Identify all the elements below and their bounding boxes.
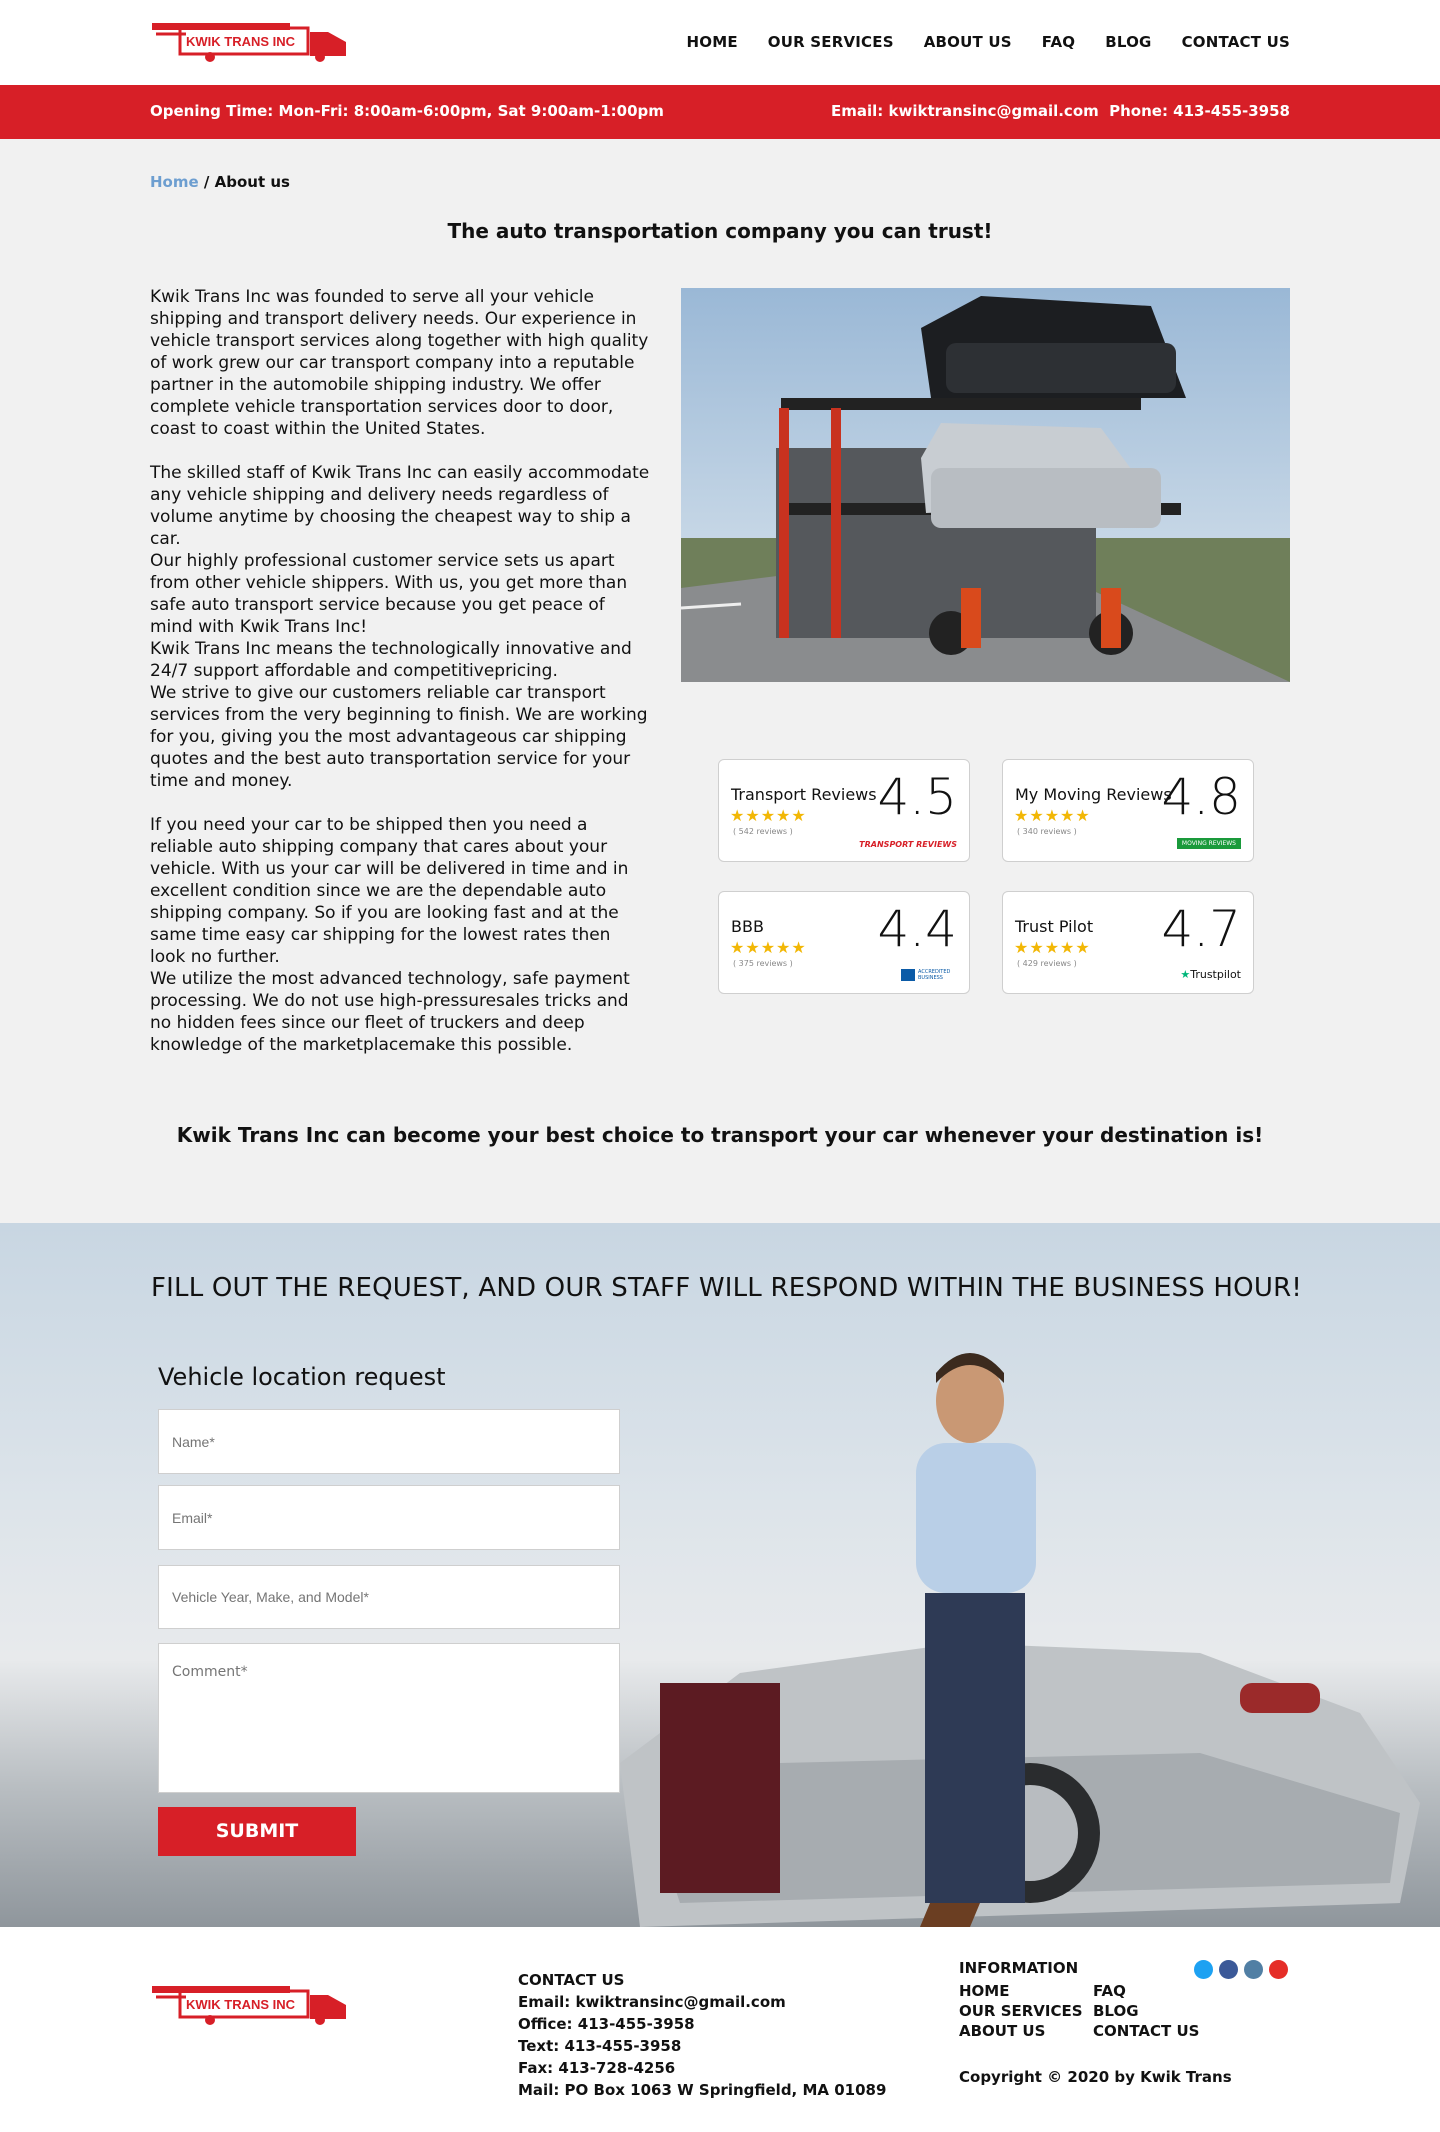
footer-contact-heading: CONTACT US <box>518 1971 625 1989</box>
vehicle-input[interactable] <box>158 1565 620 1629</box>
transport-reviews-logo-icon: TRANSPORT REVIEWS <box>859 840 957 849</box>
about-paragraph: We strive to give our customers reliable car transport services from the very beginning to finish. We are working for you, giving you the most advantageous car shipping quotes and the best auto transportation service for your time and money. <box>150 683 648 791</box>
nav-blog[interactable]: BLOG <box>1105 33 1152 51</box>
review-card[interactable] <box>1002 891 1254 994</box>
logo[interactable] <box>150 20 352 64</box>
man-with-convertible-image <box>600 1343 1440 1927</box>
name-input[interactable] <box>158 1409 620 1474</box>
about-paragraph: Kwik Trans Inc was founded to serve all your vehicle shipping and transport delivery needs. Our experience in vehicle transport services along together with high quality of work grew our car transport company into a reputable partner in the automobile shipping industry. We offer complete vehicle transportation services door to door, coast to coast within the United States. <box>150 287 649 439</box>
form-title: Vehicle location request <box>158 1363 446 1391</box>
review-card[interactable] <box>718 891 970 994</box>
site-footer <box>0 1927 1440 2132</box>
car-carrier-image <box>681 288 1290 682</box>
nav-our-services[interactable]: OUR SERVICES <box>767 33 894 51</box>
footer-office-phone[interactable]: Office: 413-455-3958 <box>518 2015 695 2033</box>
footer-mail: Mail: PO Box 1063 W Springfield, MA 01089 <box>518 2081 887 2099</box>
facebook-icon[interactable] <box>1219 1960 1238 1979</box>
topbar-email[interactable]: Email: kwiktransinc@gmail.com <box>831 102 1099 120</box>
site-header <box>0 0 1440 85</box>
opening-hours: Opening Time: Mon-Fri: 8:00am-6:00pm, Sat 9:00am-1:00pm <box>150 102 664 120</box>
request-form-section <box>0 1223 1440 1927</box>
footer-email[interactable]: Email: kwiktransinc@gmail.com <box>518 1993 786 2011</box>
footer-link-blog[interactable]: BLOG <box>1093 2002 1139 2020</box>
footer-logo[interactable] <box>150 1983 352 2027</box>
footer-logo-text: KWIK TRANS INC <box>186 1997 296 2012</box>
my-moving-reviews-logo-icon: MOVING REVIEWS <box>1177 838 1241 849</box>
footer-link-home[interactable]: HOME <box>959 1982 1010 2000</box>
closing-statement: Kwik Trans Inc can become your best choice to transport your car whenever your destination is! <box>176 1123 1264 1147</box>
about-paragraph: The skilled staff of Kwik Trans Inc can easily accommodate any vehicle shipping and delivery needs regardless of volume anytime by choosing the cheapest way to ship a car. <box>150 463 650 549</box>
footer-text-phone[interactable]: Text: 413-455-3958 <box>518 2037 682 2055</box>
footer-contact <box>518 1969 886 2101</box>
review-score: 4.7 <box>1161 900 1241 958</box>
review-count: ( 340 reviews ) <box>1017 827 1077 836</box>
nav-about-us[interactable]: ABOUT US <box>923 33 1012 51</box>
review-card[interactable] <box>1002 759 1254 862</box>
review-source: BBB <box>731 917 764 936</box>
trustpilot-label: Trustpilot <box>1190 968 1241 981</box>
review-count: ( 375 reviews ) <box>733 959 793 968</box>
review-count: ( 542 reviews ) <box>733 827 793 836</box>
about-paragraph: If you need your car to be shipped then you need a reliable auto shipping company that cares about your vehicle. With us your car will be delivered in time and in excellent condition since we are the dependable auto shipping company. So if you are looking fast and at the same time easy car shipping for the lowest rates then look no further. <box>150 815 629 967</box>
page-title: The auto transportation company you can trust! <box>447 219 993 243</box>
breadcrumb-home[interactable]: Home <box>150 173 199 191</box>
nav-faq[interactable]: FAQ <box>1041 33 1076 51</box>
about-paragraph: Kwik Trans Inc means the technologically innovative and 24/7 support affordable and competitivepricing. <box>150 639 632 681</box>
review-card[interactable] <box>718 759 970 862</box>
about-text <box>150 286 650 1056</box>
breadcrumb <box>150 173 290 191</box>
logo-text: KWIK TRANS INC <box>186 34 296 49</box>
footer-link-faq[interactable]: FAQ <box>1093 1982 1126 2000</box>
review-score: 4.4 <box>877 900 957 958</box>
twitter-icon[interactable] <box>1194 1960 1213 1979</box>
review-source: My Moving Reviews <box>1015 785 1172 804</box>
topbar-phone[interactable]: Phone: 413-455-3958 <box>1109 102 1290 120</box>
footer-links <box>959 1981 1213 2041</box>
info-bar <box>0 85 1440 139</box>
review-score: 4.8 <box>1161 768 1241 826</box>
star-rating-icon: ★★★★★ <box>730 806 807 825</box>
footer-link-contact-us[interactable]: CONTACT US <box>1093 2022 1200 2040</box>
instagram-icon[interactable] <box>1244 1960 1263 1979</box>
review-source: Transport Reviews <box>731 785 877 804</box>
breadcrumb-separator: / <box>198 173 215 191</box>
about-paragraph: We utilize the most advanced technology, safe payment processing. We do not use high-pressuresales tricks and no hidden fees since our fleet of truckers and deep knowledge of the marketplacemake this possible. <box>150 969 630 1055</box>
social-links <box>1194 1960 1288 1979</box>
submit-button[interactable]: SUBMIT <box>158 1807 356 1856</box>
about-paragraph: Our highly professional customer service sets us apart from other vehicle shippers. With us, you get more than safe auto transport service because you get peace of mind with Kwik Trans Inc! <box>150 551 628 637</box>
trustpilot-logo-icon: ★Trustpilot <box>1180 968 1241 981</box>
star-rating-icon: ★★★★★ <box>1014 938 1091 957</box>
nav-contact-us[interactable]: CONTACT US <box>1181 33 1290 51</box>
email-input[interactable] <box>158 1485 620 1550</box>
star-rating-icon: ★★★★★ <box>1014 806 1091 825</box>
footer-fax: Fax: 413-728-4256 <box>518 2059 676 2077</box>
review-source: Trust Pilot <box>1015 917 1094 936</box>
breadcrumb-current: About us <box>214 173 290 191</box>
nav-home[interactable]: HOME <box>686 33 738 51</box>
review-count: ( 429 reviews ) <box>1017 959 1077 968</box>
footer-info-heading: INFORMATION <box>959 1959 1079 1977</box>
star-rating-icon: ★★★★★ <box>730 938 807 957</box>
footer-link-about-us[interactable]: ABOUT US <box>959 2022 1046 2040</box>
footer-link-our-services[interactable]: OUR SERVICES <box>959 2002 1083 2020</box>
review-score: 4.5 <box>877 768 957 826</box>
copyright: Copyright © 2020 by Kwik Trans <box>959 2068 1232 2086</box>
bbb-logo-icon: ACCREDITED BUSINESS <box>901 969 957 981</box>
comment-input[interactable] <box>158 1643 620 1793</box>
youtube-icon[interactable] <box>1269 1960 1288 1979</box>
form-headline: FILL OUT THE REQUEST, AND OUR STAFF WILL RESPOND WITHIN THE BUSINESS HOUR! <box>151 1273 1302 1303</box>
main-nav <box>686 33 1290 51</box>
